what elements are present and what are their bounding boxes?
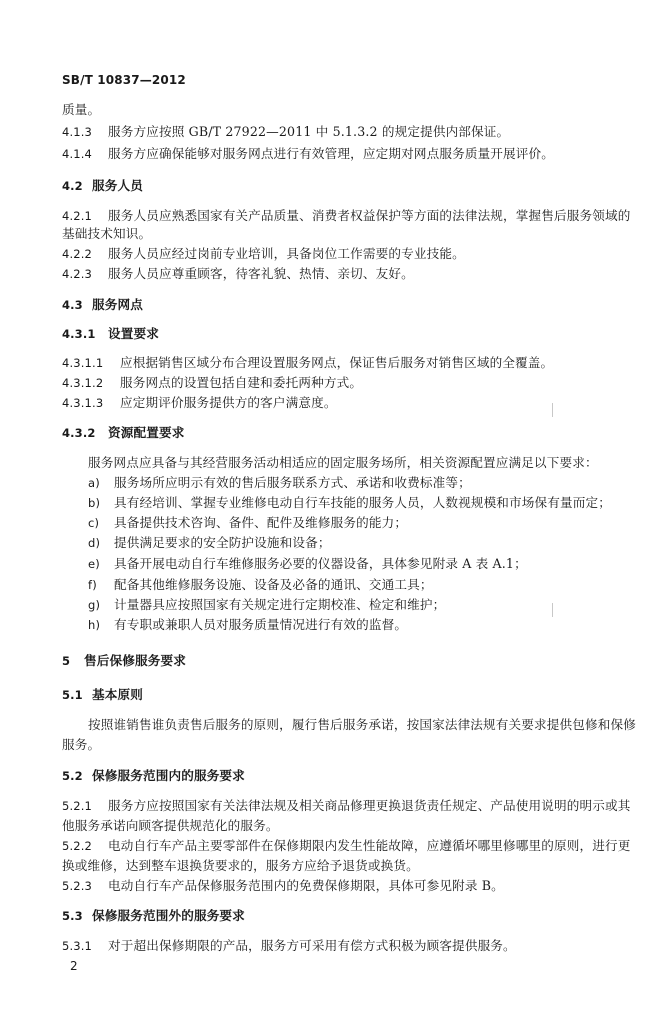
clause-text: 电动自行车产品保修服务范围内的免费保修期限，具体可参见附录 B。 (108, 878, 504, 893)
heading-number: 5.2 (62, 769, 83, 783)
heading-number: 4.2 (62, 179, 83, 193)
clause-number: 4.3.1.1 (62, 356, 104, 370)
clause-number: 4.2.1 (62, 209, 93, 223)
list-item (88, 515, 407, 531)
list-text: 配备其他维修服务设施、设备及必备的通讯、交通工具； (114, 577, 433, 592)
scan-mark (552, 403, 553, 417)
heading-4-3-2 (62, 425, 184, 441)
list-text: 具有经培训、掌握专业维修电动自行车技能的服务人员，人数视规模和市场保有量而定； (114, 495, 612, 510)
clause-5-2-2-continuation: 换或维修，达到整车退换货要求的，服务方应给予退货或换货。 (62, 858, 419, 873)
list-item (88, 597, 445, 613)
list-text: 具备提供技术咨询、备件、配件及维修服务的能力； (114, 515, 408, 530)
list-marker: c) (88, 516, 100, 530)
list-item (88, 577, 433, 593)
clause-text: 服务人员应熟悉国家有关产品质量、消费者权益保护等方面的法律法规，掌握售后服务领域的 (108, 208, 631, 223)
clause-4-1-3 (62, 124, 509, 140)
heading-number: 4.3.2 (62, 426, 96, 440)
list-text: 服务场所应明示有效的售后服务联系方式、承诺和收费标准等； (114, 475, 471, 490)
clause-4-3-1-3 (62, 395, 337, 411)
list-marker: d) (88, 536, 101, 550)
list-item (88, 535, 331, 551)
standard-code: SB/T 10837—2012 (62, 73, 186, 87)
heading-5 (62, 653, 186, 669)
clause-text: 应定期评价服务提供方的客户满意度。 (120, 395, 337, 410)
heading-5-3 (62, 908, 245, 924)
heading-5-2 (62, 768, 245, 784)
heading-title: 服务网点 (92, 297, 143, 312)
clause-4-1-4 (62, 146, 554, 162)
clause-4-2-2 (62, 246, 465, 262)
clause-5-2-1-continuation: 他服务承诺向顾客提供规范化的服务。 (62, 818, 279, 833)
heading-number: 5.3 (62, 909, 83, 923)
clause-5-2-3 (62, 878, 504, 894)
clause-text: 服务人员应经过岗前专业培训，具备岗位工作需要的专业技能。 (108, 246, 465, 261)
clause-number: 4.2.2 (62, 247, 93, 261)
heading-number: 4.3 (62, 298, 83, 312)
heading-title: 设置要求 (108, 326, 159, 341)
heading-number: 5.1 (62, 688, 83, 702)
clause-5-3-1 (62, 938, 516, 954)
list-item (88, 556, 527, 572)
heading-title: 服务人员 (92, 178, 143, 193)
heading-title: 保修服务范围内的服务要求 (92, 768, 245, 783)
clause-text: 服务网点的设置包括自建和委托两种方式。 (120, 375, 363, 390)
principle-paragraph: 按照谁销售谁负责售后服务的原则，履行售后服务承诺，按国家法律法规有关要求提供包修和保修 (88, 717, 636, 732)
clause-text: 电动自行车产品主要零部件在保修期限内发生性能故障，应遵循坏哪里修哪里的原则，进行更 (108, 838, 631, 853)
heading-4-3-1 (62, 326, 159, 342)
clause-number: 4.1.4 (62, 147, 93, 161)
list-text: 计量器具应按照国家有关规定进行定期校准、检定和维护； (114, 597, 446, 612)
clause-text: 服务方应按照 GB/T 27922—2011 中 5.1.3.2 的规定提供内部保证。 (108, 124, 510, 139)
list-text: 具备开展电动自行车维修服务必要的仪器设备，具体参见附录 A 表 A.1； (114, 556, 527, 571)
paragraph-continuation: 质量。 (62, 102, 101, 117)
list-marker: f) (88, 578, 97, 592)
heading-title: 售后保修服务要求 (84, 653, 186, 668)
scan-mark (552, 603, 553, 617)
clause-number: 5.2.1 (62, 799, 93, 813)
clause-number: 5.3.1 (62, 939, 93, 953)
clause-number: 4.3.1.2 (62, 376, 104, 390)
clause-text: 服务方应确保能够对服务网点进行有效管理，应定期对网点服务质量开展评价。 (108, 146, 555, 161)
clause-4-2-3 (62, 266, 414, 282)
clause-number: 4.2.3 (62, 267, 93, 281)
clause-4-2-1 (62, 208, 631, 224)
list-item (88, 495, 611, 511)
list-marker: a) (88, 476, 100, 490)
resource-intro-paragraph: 服务网点应具备与其经营服务活动相适应的固定服务场所，相关资源配置应满足以下要求： (88, 455, 598, 470)
clause-text: 应根据销售区域分布合理设置服务网点，保证售后服务对销售区域的全覆盖。 (120, 355, 554, 370)
heading-title: 资源配置要求 (108, 425, 185, 440)
clause-5-2-2 (62, 838, 631, 854)
clause-4-3-1-1 (62, 355, 553, 371)
list-marker: e) (88, 557, 100, 571)
clause-5-2-1 (62, 798, 631, 814)
heading-5-1 (62, 687, 143, 703)
list-item (88, 475, 471, 491)
list-marker: h) (88, 618, 101, 632)
list-marker: b) (88, 496, 101, 510)
clause-4-2-1-continuation: 基础技术知识。 (62, 226, 152, 241)
clause-number: 4.3.1.3 (62, 396, 104, 410)
clause-number: 5.2.2 (62, 839, 93, 853)
clause-number: 4.1.3 (62, 125, 93, 139)
list-item (88, 617, 407, 633)
heading-4-3 (62, 297, 143, 313)
heading-title: 基本原则 (92, 687, 143, 702)
heading-title: 保修服务范围外的服务要求 (92, 908, 245, 923)
page-number: 2 (70, 959, 78, 973)
clause-text: 对于超出保修期限的产品，服务方可采用有偿方式积极为顾客提供服务。 (108, 938, 516, 953)
clause-text: 服务人员应尊重顾客，待客礼貌、热情、亲切、友好。 (108, 266, 414, 281)
clause-4-3-1-2 (62, 375, 362, 391)
principle-paragraph-continuation: 服务。 (62, 737, 101, 752)
heading-4-2 (62, 178, 143, 194)
list-marker: g) (88, 598, 101, 612)
list-text: 有专职或兼职人员对服务质量情况进行有效的监督。 (114, 617, 408, 632)
heading-number: 4.3.1 (62, 327, 96, 341)
list-text: 提供满足要求的安全防护设施和设备； (114, 535, 331, 550)
clause-number: 5.2.3 (62, 879, 93, 893)
clause-text: 服务方应按照国家有关法律法规及相关商品修理更换退货责任规定、产品使用说明的明示或其 (108, 798, 631, 813)
heading-number: 5 (62, 654, 71, 668)
